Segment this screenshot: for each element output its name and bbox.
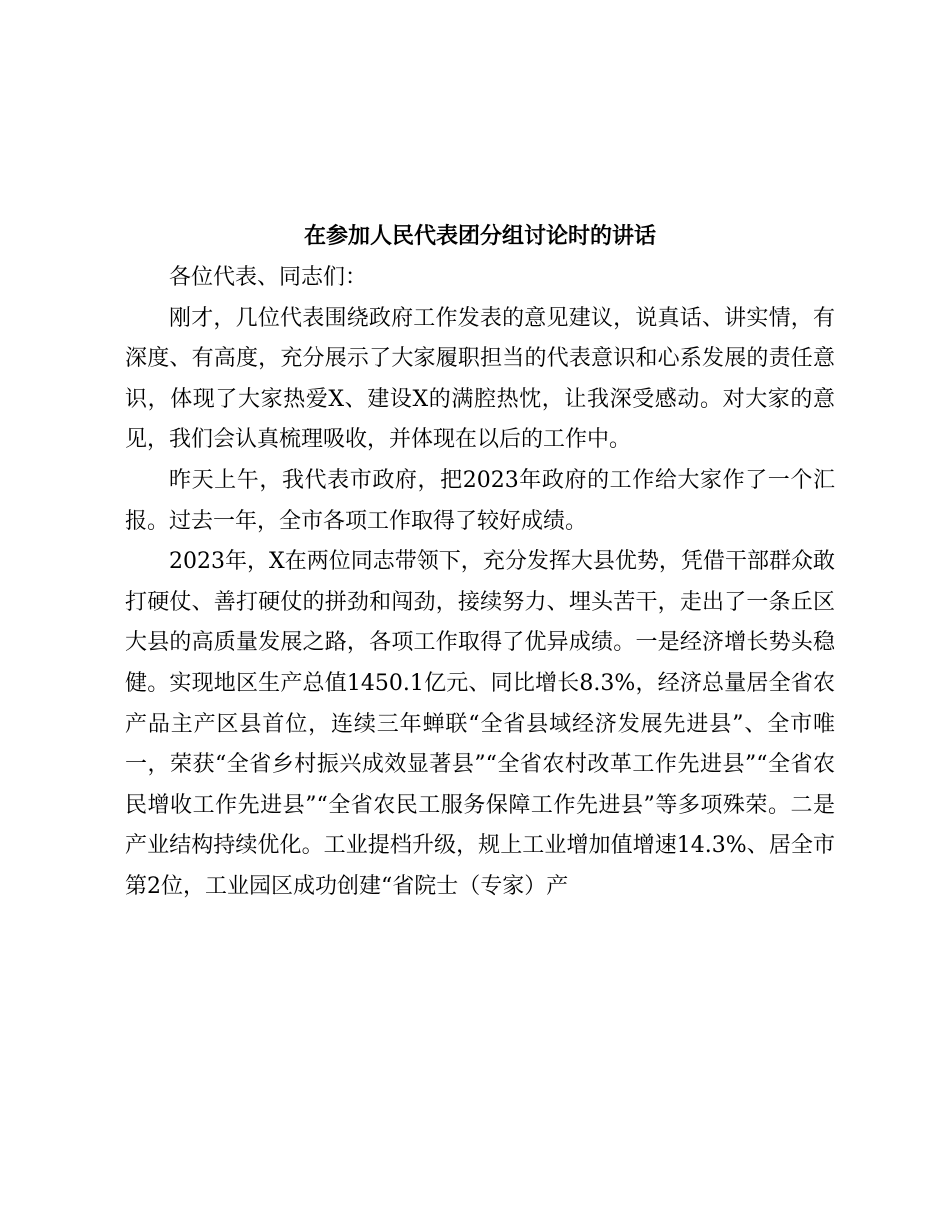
salutation-paragraph: 各位代表、同志们： (169, 265, 368, 290)
document-title: 在参加人民代表团分组讨论时的讲话 (303, 223, 656, 249)
body-paragraph: 昨天上午，我代表市政府，把2023年政府的工作给大家作了一个汇报。过去一年，全市各项工作取得了较好成绩。 (125, 467, 835, 534)
document-body (125, 258, 835, 908)
body-paragraph: 刚才，几位代表围绕政府工作发表的意见建议，说真话、讲实情，有深度、有高度，充分展示了大家履职担当的代表意识和心系发展的责任意识，体现了大家热爱X、建设X的满腔热忱，让我深受感动。对大家的意见，我们会认真梳理吸收，并体现在以后的工作中。 (125, 305, 835, 453)
body-paragraph: 2023年，X在两位同志带领下，充分发挥大县优势，凭借干部群众敢打硬仗、善打硬仗的拼劲和闯劲，接续努力、埋头苦干，走出了一条丘区大县的高质量发展之路，各项工作取得了优异成绩。一是经济增长势头稳健。实现地区生产总值1450.1亿元、同比增长8.3%，经济总量居全省农产品主产区县首位，连续三年蝉联“全省县域经济发展先进县”、全市唯一，荣获“全省乡村振兴成效显著县”“全省农村改革工作先进县”“全省农民增收工作先进县”“全省农民工服务保障工作先进县”等多项殊荣。二是产业结构持续优化。工业提档升级，规上工业增加值增速14.3%、居全市第2位，工业园区成功创建“省院士（专家）产 (125, 549, 835, 899)
